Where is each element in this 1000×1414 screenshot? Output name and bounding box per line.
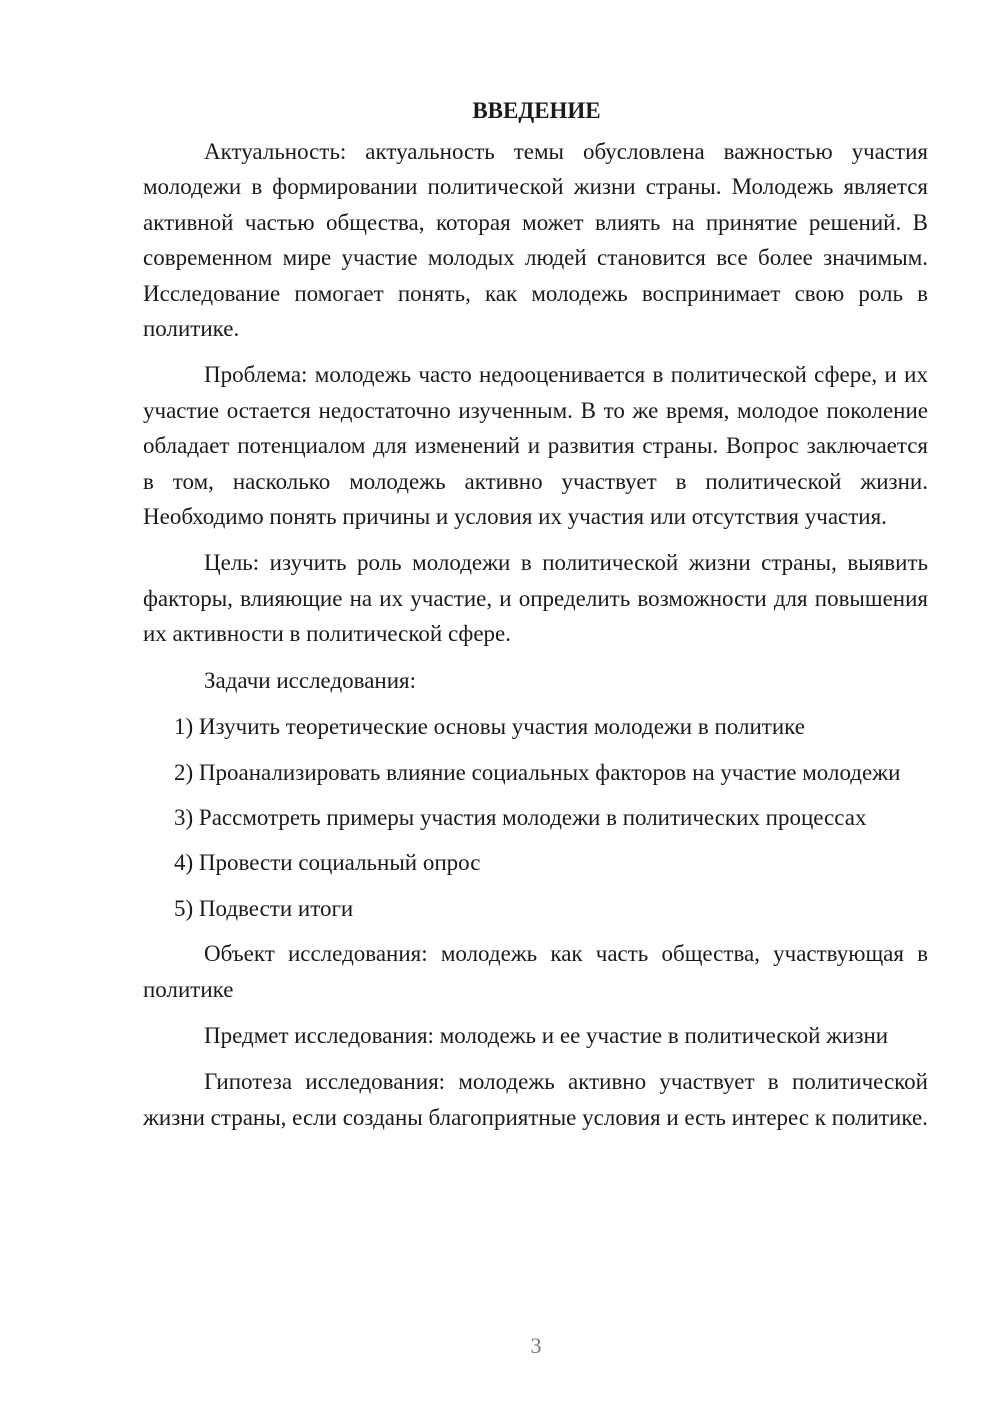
problem-paragraph: Проблема: молодежь часто недооценивается в политической сфере, и их участие остается недостаточно изученным. В то же время, молодое поколение обладает потенциалом для изменений и развития страны. Вопрос заключается в том, насколько молодежь активно участвует в политической жизни. Необходимо понять причины и условия их участия или отсутствия участия. <box>143 362 928 530</box>
object-paragraph: Объект исследования: молодежь как часть общества, участвующая в политике <box>143 941 928 1002</box>
tasks-heading: Задачи исследования: <box>204 667 417 693</box>
task-item-4: 4) Провести социальный опрос <box>174 850 481 876</box>
page-number: 3 <box>530 1333 542 1358</box>
task-item-1: 1) Изучить теоретические основы участия молодежи в политике <box>174 714 805 740</box>
task-item-3: 3) Рассмотреть примеры участия молодежи в политических процессах <box>174 804 867 830</box>
task-item-5: 5) Подвести итоги <box>174 895 354 921</box>
task-item-2: 2) Проанализировать влияние социальных факторов на участие молодежи <box>174 759 901 785</box>
hypothesis-paragraph: Гипотеза исследования: молодежь активно участвует в политической жизни страны, если созданы благоприятные условия и есть интерес к политике. <box>143 1069 928 1130</box>
page-content <box>143 94 928 1146</box>
goal-paragraph: Цель: изучить роль молодежи в политической жизни страны, выявить факторы, влияющие на их участие, и определить возможности для повышения их активности в политической сфере. <box>143 550 928 647</box>
relevance-paragraph: Актуальность: актуальность темы обусловлена важностью участия молодежи в формировании политической жизни страны. Молодежь является активной частью общества, которая может влиять на принятие решений. В современном мире участие молодых людей становится все более значимым. Исследование помогает понять, как молодежь воспринимает свою роль в политике. <box>143 139 928 342</box>
subject-paragraph: Предмет исследования: молодежь и ее участие в политической жизни <box>204 1022 889 1048</box>
section-title: ВВЕДЕНИЕ <box>472 98 601 123</box>
